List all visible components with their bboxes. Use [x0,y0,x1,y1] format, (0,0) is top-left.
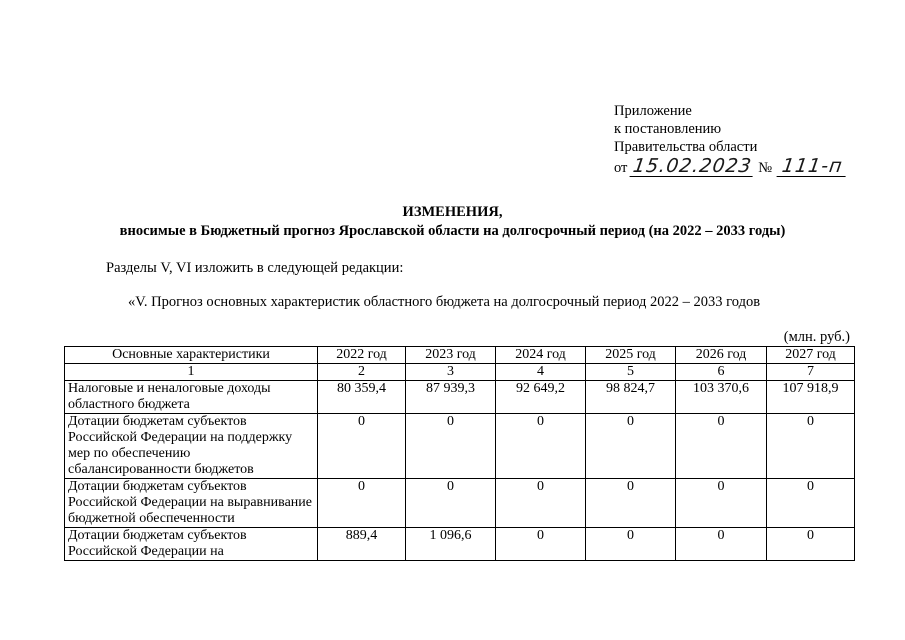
title-line-2: вносимые в Бюджетный прогноз Ярославской области на долгосрочный период (на 2022 – 2033 годы) [119,223,786,239]
column-number-cell: 2 [318,364,406,381]
row-value: 1 096,6 [406,528,496,561]
header-cell: 2023 год [406,347,496,364]
section-heading: «V. Прогноз основных характеристик областного бюджета на долгосрочный период 2022 – 2033 годов [128,294,761,310]
row-value: 0 [767,479,855,528]
row-value: 0 [586,528,676,561]
intro-text: Разделы V, VI изложить в следующей редакции: [106,260,404,276]
row-name: Дотации бюджетам субъектов Российской Федерации на выравнивание бюджетной обеспеченности [65,479,318,528]
row-value: 0 [406,479,496,528]
from-label: от [614,160,628,176]
row-name: Налоговые и неналоговые доходы областного бюджета [65,381,318,414]
table-row [65,414,855,479]
column-number-cell: 5 [586,364,676,381]
handwritten-number: 111-п [777,156,848,177]
row-name: Дотации бюджетам субъектов Российской Федерации на поддержку мер по обеспечению сбалансированности бюджетов [65,414,318,479]
row-value: 0 [586,414,676,479]
row-value: 0 [318,414,406,479]
budget-forecast-table [64,346,855,561]
row-value: 0 [496,528,586,561]
column-number-cell: 3 [406,364,496,381]
header-cell: 2022 год [318,347,406,364]
row-value: 103 370,6 [676,381,767,414]
appendix-date-number-row [614,156,847,177]
row-value: 0 [496,414,586,479]
appendix-line-3: Правительства области [614,139,758,155]
row-value: 92 649,2 [496,381,586,414]
row-value: 107 918,9 [767,381,855,414]
row-value: 0 [676,479,767,528]
column-number-cell: 4 [496,364,586,381]
row-value: 0 [767,414,855,479]
row-value: 98 824,7 [586,381,676,414]
appendix-line-2: к постановлению [614,121,722,137]
row-value: 0 [676,528,767,561]
table-row [65,381,855,414]
header-cell: 2027 год [767,347,855,364]
column-number-cell: 6 [676,364,767,381]
row-value: 0 [406,414,496,479]
units-label: (млн. руб.) [783,329,850,345]
document-title [0,203,905,241]
handwritten-date: 15.02.2023 [631,155,754,177]
header-cell: 2024 год [496,347,586,364]
column-number-cell: 1 [65,364,318,381]
number-label: № [758,160,773,176]
row-value: 0 [676,414,767,479]
row-value: 0 [586,479,676,528]
row-value: 87 939,3 [406,381,496,414]
row-value: 0 [496,479,586,528]
table-row [65,528,855,561]
table-row [65,479,855,528]
title-line-1: ИЗМЕНЕНИЯ, [402,204,503,220]
column-number-cell: 7 [767,364,855,381]
row-value: 0 [318,479,406,528]
header-cell: 2026 год [676,347,767,364]
table-header-row [65,347,855,364]
row-value: 889,4 [318,528,406,561]
appendix-block [614,102,847,177]
row-name: Дотации бюджетам субъектов Российской Федерации на [65,528,318,561]
header-cell: 2025 год [586,347,676,364]
column-number-row [65,364,855,381]
header-cell: Основные характеристики [65,347,318,364]
row-value: 80 359,4 [318,381,406,414]
appendix-line-1: Приложение [614,103,692,119]
row-value: 0 [767,528,855,561]
